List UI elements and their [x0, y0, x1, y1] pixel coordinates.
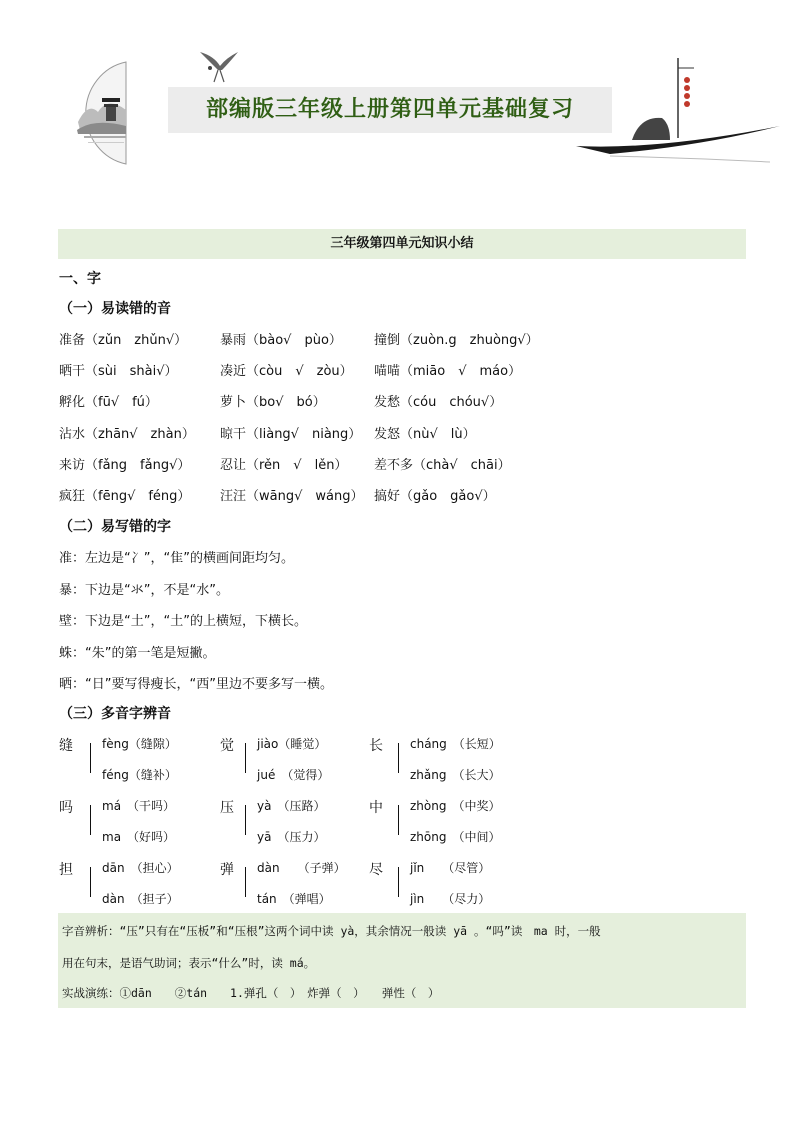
- note-line: 字音辨析：“压”只有在“压板”和“压根”这两个词中读 yà，其余情况一般读 yā 。“吗”读 ma 时，一般: [62, 924, 601, 938]
- polyphone-char: 尽: [369, 862, 383, 878]
- writing-rule: 壁：下边是“土”，“土”的上横短，下横长。: [59, 614, 307, 629]
- practice-line: 实战演练：①dān ②tán 1.弹孔（ ） 炸弹（ ） 弹性（ ）: [62, 986, 440, 1000]
- boat-lantern-icon: [570, 28, 782, 168]
- polyphone-char: 压: [220, 800, 234, 816]
- brace-icon: [90, 805, 101, 835]
- polyphone-reading: dàn （子弹）: [257, 861, 346, 875]
- pronunciation-entry: 晾干（liàng√ niàng）: [220, 426, 362, 442]
- moon-landscape-icon: [74, 60, 130, 166]
- section-heading: 一、字: [59, 271, 101, 287]
- pronunciation-entry: 凑近（còu √ zòu）: [220, 364, 353, 380]
- pronunciation-entry: 暴雨（bào√ pùo）: [220, 333, 342, 348]
- polyphone-reading: zhǎng （长大）: [410, 768, 501, 782]
- polyphone-char: 弹: [220, 862, 234, 878]
- polyphone-reading: zhòng （中奖）: [410, 799, 501, 813]
- pronunciation-entry: 晒干（sùi shài√）: [59, 364, 178, 380]
- brace-icon: [90, 867, 101, 897]
- pronunciation-entry: 撞倒（zuòn.g zhuòng√）: [374, 333, 539, 348]
- brace-icon: [398, 743, 409, 773]
- part1-heading: （一）易读错的音: [59, 301, 171, 317]
- writing-rule: 准：左边是“冫”，“隹”的横画间距均匀。: [59, 551, 294, 566]
- polyphone-reading: dàn （担子）: [102, 892, 179, 906]
- pronunciation-entry: 搞好（gǎo gǎo√）: [374, 489, 496, 504]
- writing-rule: 暴：下边是“氺”，不是“水”。: [59, 582, 229, 598]
- page-title: 部编版三年级上册第四单元基础复习: [205, 97, 574, 122]
- pronunciation-entry: 准备（zǔn zhǔn√）: [59, 333, 188, 348]
- polyphone-char: 长: [369, 738, 383, 754]
- brace-icon: [245, 867, 256, 897]
- brace-icon: [90, 743, 101, 773]
- pronunciation-entry: 萝卜（bo√ bó）: [220, 395, 326, 411]
- pronunciation-entry: 疯狂（fēng√ féng）: [59, 489, 191, 504]
- polyphone-reading: yà （压路）: [257, 799, 326, 813]
- part2-heading: （二）易写错的字: [59, 519, 171, 535]
- polyphone-reading: fèng（缝隙）: [102, 737, 177, 751]
- polyphone-reading: zhōng （中间）: [410, 830, 501, 844]
- polyphone-reading: cháng （长短）: [410, 737, 501, 751]
- note-line: 用在句末，是语气助词；表示“什么”时，读 má。: [62, 956, 316, 970]
- polyphone-reading: dān （担心）: [102, 861, 179, 875]
- writing-rule: 蛛：“朱”的第一笔是短撇。: [59, 645, 216, 661]
- writing-rule: 晒：“日”要写得瘦长，“西”里边不要多写一横。: [59, 677, 333, 692]
- pronunciation-entry: 喵喵（miāo √ máo）: [374, 364, 522, 380]
- pronunciation-entry: 发愁（cóu chóu√）: [374, 395, 503, 411]
- polyphone-reading: yā （压力）: [257, 830, 326, 844]
- brace-icon: [245, 805, 256, 835]
- pronunciation-entry: 沾水（zhān√ zhàn）: [59, 426, 195, 442]
- polyphone-char: 担: [59, 862, 73, 878]
- brace-icon: [245, 743, 256, 773]
- polyphone-reading: tán （弹唱）: [257, 892, 331, 906]
- pronunciation-entry: 差不多（chà√ chāi）: [374, 457, 511, 473]
- part3-heading: （三）多音字辨音: [59, 706, 171, 722]
- pronunciation-entry: 来访（fǎng fǎng√）: [59, 457, 191, 473]
- banner-title: 三年级第四单元知识小结: [330, 236, 474, 251]
- polyphone-char: 觉: [220, 738, 234, 754]
- polyphone-char: 吗: [59, 800, 73, 816]
- polyphone-reading: jué （觉得）: [257, 768, 330, 782]
- brace-icon: [398, 867, 409, 897]
- pronunciation-entry: 孵化（fū√ fú）: [59, 395, 158, 411]
- crane-bird-icon: [196, 46, 240, 86]
- polyphone-reading: ma （好吗）: [102, 830, 176, 844]
- polyphone-reading: jìn （尽力）: [410, 892, 491, 906]
- polyphone-reading: jǐn （尽管）: [410, 861, 491, 875]
- polyphone-reading: má （干吗）: [102, 799, 176, 813]
- polyphone-reading: féng（缝补）: [102, 768, 177, 782]
- pronunciation-entry: 发怒（nù√ lù）: [374, 426, 476, 442]
- pronunciation-entry: 汪汪（wāng√ wáng）: [220, 489, 364, 504]
- brace-icon: [398, 805, 409, 835]
- pronunciation-entry: 忍让（rěn √ lěn）: [220, 457, 348, 473]
- polyphone-reading: jiào（睡觉）: [257, 737, 327, 751]
- polyphone-char: 中: [369, 800, 383, 816]
- polyphone-char: 缝: [59, 738, 73, 754]
